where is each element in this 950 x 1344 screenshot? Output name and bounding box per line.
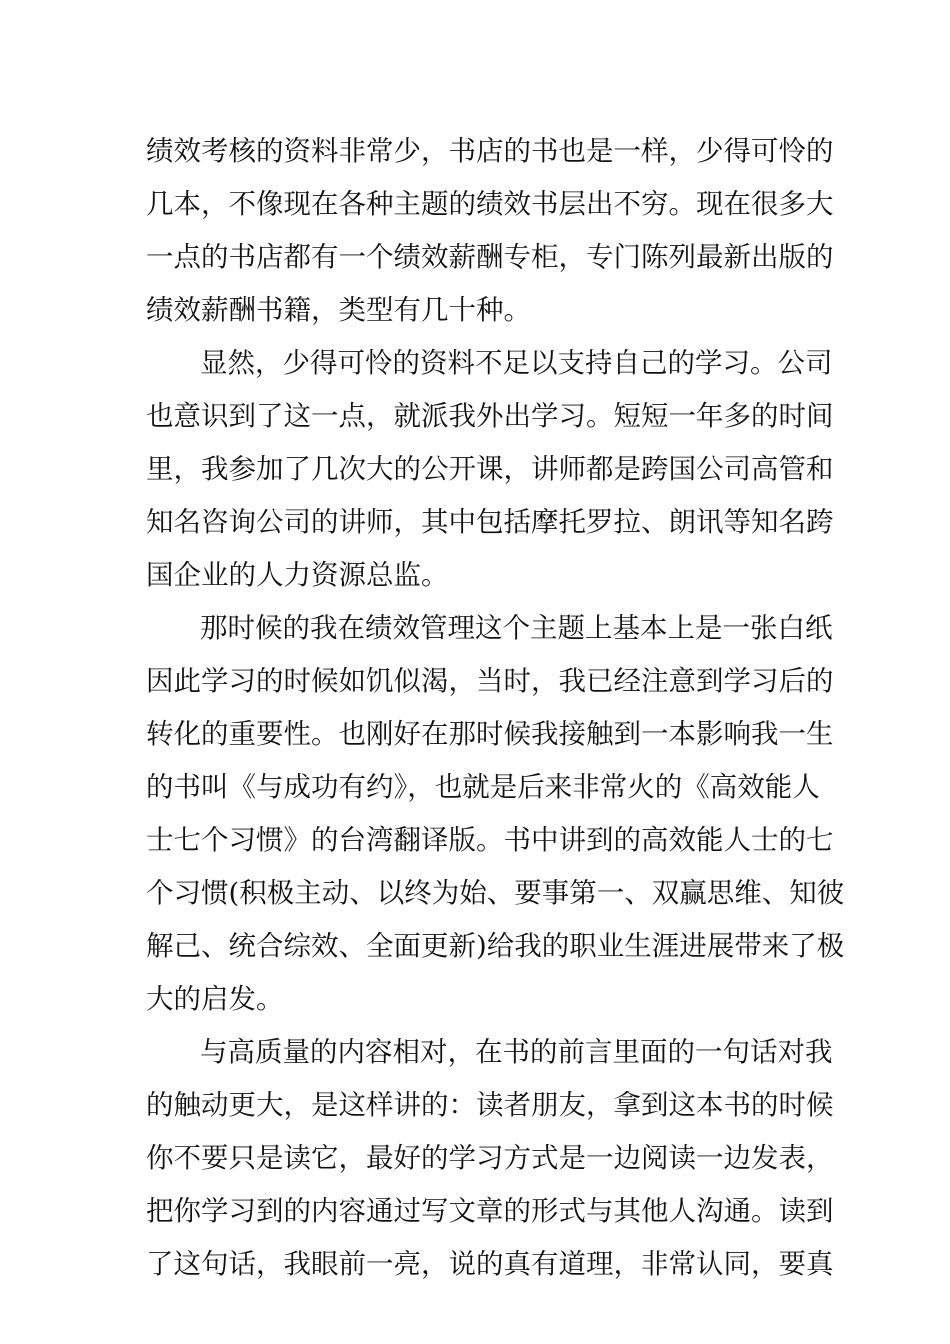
text-line: 绩效考核的资料非常少，书店的书也是一样，少得可怜的 [146, 135, 834, 167]
text-line: 了这句话，我眼前一亮，说的真有道理，非常认同，要真 [146, 1248, 834, 1280]
text-line: 你不要只是读它，最好的学习方式是一边阅读一边发表， [146, 1142, 834, 1174]
text-line: 的书叫《与成功有约》，也就是后来非常火的《高效能人 [146, 771, 820, 803]
text-line: 里，我参加了几次大的公开课，讲师都是跨国公司高管和 [146, 453, 834, 485]
text-line: 因此学习的时候如饥似渴，当时，我已经注意到学习后的 [146, 665, 834, 697]
text-line: 也意识到了这一点，就派我外出学习。短短一年多的时间 [146, 400, 834, 432]
text-line: 把你学习到的内容通过写文章的形式与其他人沟通。读到 [146, 1195, 834, 1227]
text-line: 转化的重要性。也刚好在那时候我接触到一本影响我一生 [146, 718, 834, 750]
text-line: 一点的书店都有一个绩效薪酬专柜，专门陈列最新出版的 [146, 241, 834, 273]
text-line: 显然，少得可怜的资料不足以支持自己的学习。公司 [200, 347, 833, 379]
text-line: 个习惯(积极主动、以终为始、要事第一、双赢思维、知彼 [146, 877, 845, 909]
text-line: 那时候的我在绩效管理这个主题上基本上是一张白纸 [200, 612, 833, 644]
text-line: 国企业的人力资源总监。 [146, 559, 449, 591]
text-line: 与高质量的内容相对，在书的前言里面的一句话对我 [200, 1036, 833, 1068]
text-line: 绩效薪酬书籍，类型有几十种。 [146, 294, 531, 326]
text-line: 知名咨询公司的讲师，其中包括摩托罗拉、朗讯等知名跨 [146, 506, 834, 538]
text-line: 大的启发。 [146, 983, 284, 1015]
text-line: 解己、统合综效、全面更新)给我的职业生涯进展带来了极 [146, 930, 845, 962]
text-line: 士七个习惯》的台湾翻译版。书中讲到的高效能人士的七 [146, 824, 834, 856]
text-line: 的触动更大，是这样讲的：读者朋友，拿到这本书的时候 [146, 1089, 834, 1121]
text-line: 几本，不像现在各种主题的绩效书层出不穷。现在很多大 [146, 188, 834, 220]
